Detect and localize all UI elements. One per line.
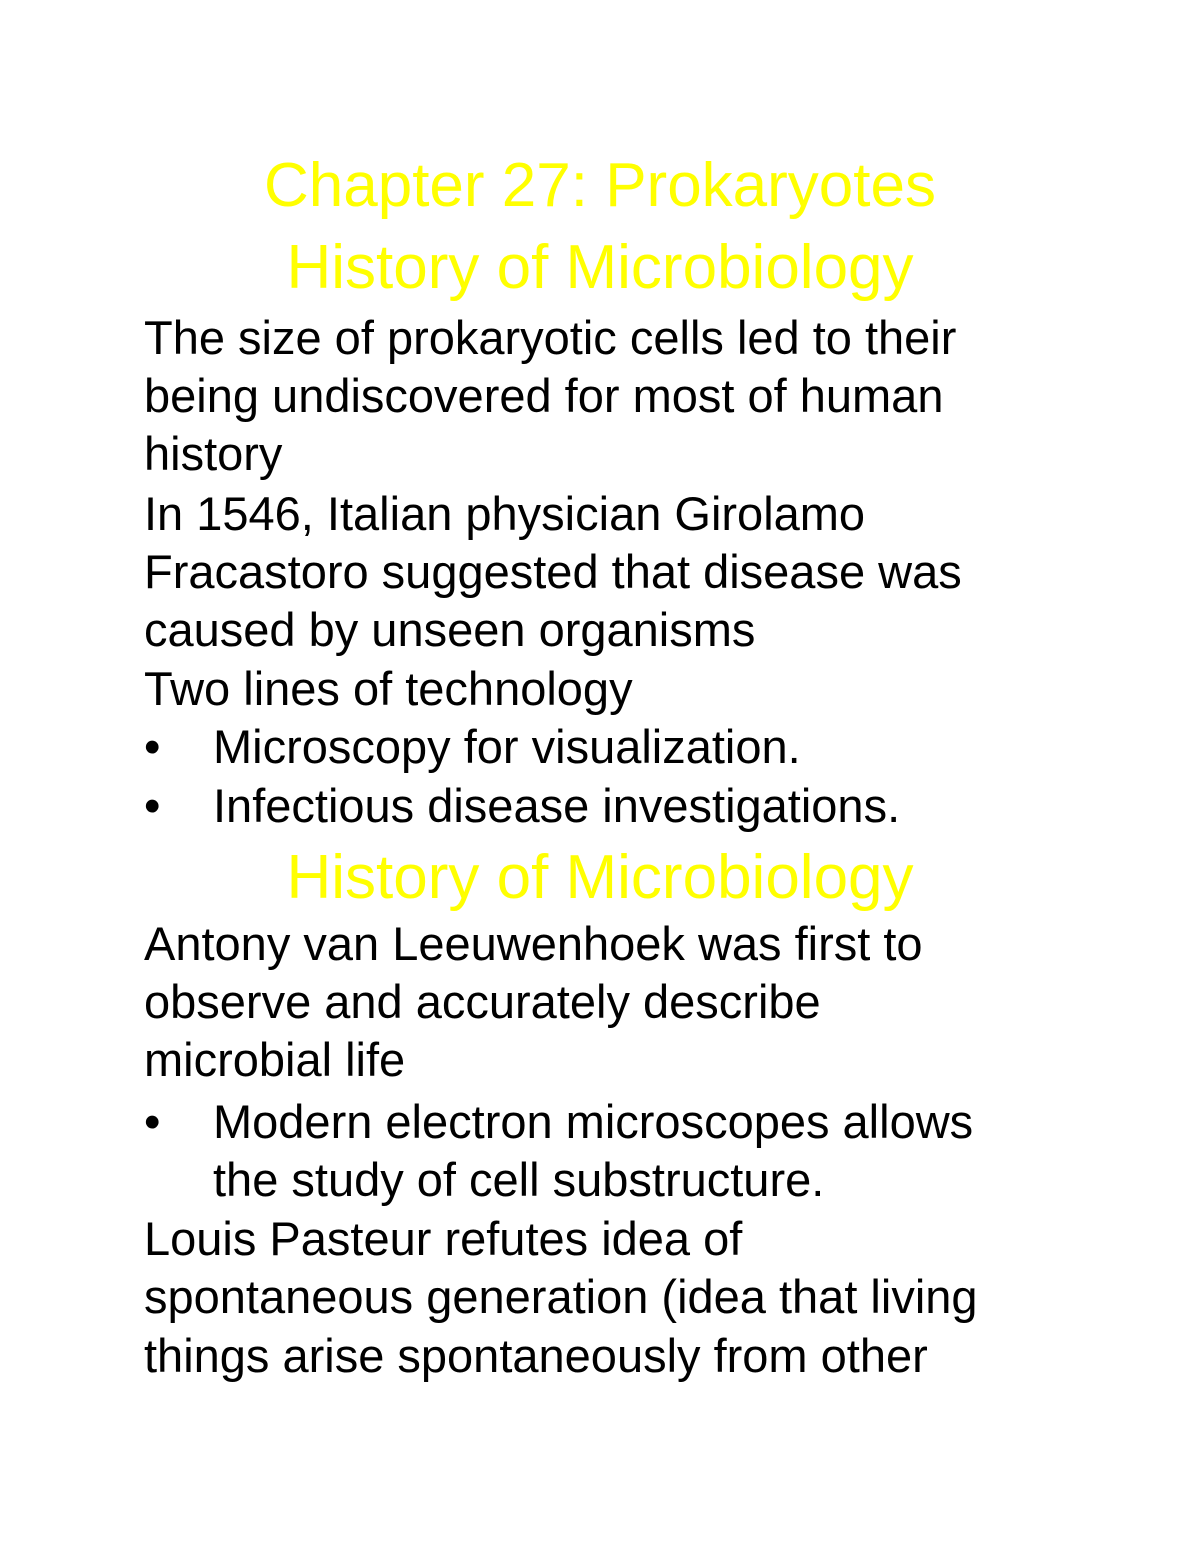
section2-line-3: microbial life — [144, 1033, 406, 1086]
section2-line-1: Antony van Leeuwenhoek was first to — [144, 917, 923, 970]
section1-line-3: history — [144, 427, 283, 480]
bullet-marker-2: • — [144, 779, 161, 832]
section1-line-1: The size of prokaryotic cells led to their — [144, 311, 957, 364]
section2-line-6: things arise spontaneously from other — [144, 1329, 928, 1382]
section1-line-5: Fracastoro suggested that disease was — [144, 545, 962, 598]
chapter-title: Chapter 27: Prokaryotes — [263, 151, 936, 220]
bullet-marker-1: • — [144, 720, 161, 773]
bullet-item-3-line-2: the study of cell substructure. — [213, 1153, 825, 1206]
bullet-marker-3: • — [144, 1095, 161, 1148]
section2-line-4: Louis Pasteur refutes idea of — [144, 1212, 743, 1265]
bullet-item-2: Infectious disease investigations. — [213, 779, 901, 832]
section1-line-2: being undiscovered for most of human — [144, 369, 944, 422]
bullet-item-1: Microscopy for visualization. — [213, 720, 801, 773]
section-heading-1: History of Microbiology — [286, 233, 914, 302]
section2-line-2: observe and accurately describe — [144, 975, 821, 1028]
section1-line-4: In 1546, Italian physician Girolamo — [144, 487, 866, 540]
section1-line-7: Two lines of technology — [144, 662, 633, 715]
section-heading-2: History of Microbiology — [286, 843, 914, 912]
section2-line-5: spontaneous generation (idea that living — [144, 1270, 978, 1323]
bullet-item-3-line-1: Modern electron microscopes allows — [213, 1095, 974, 1148]
section1-line-6: caused by unseen organisms — [144, 603, 756, 656]
